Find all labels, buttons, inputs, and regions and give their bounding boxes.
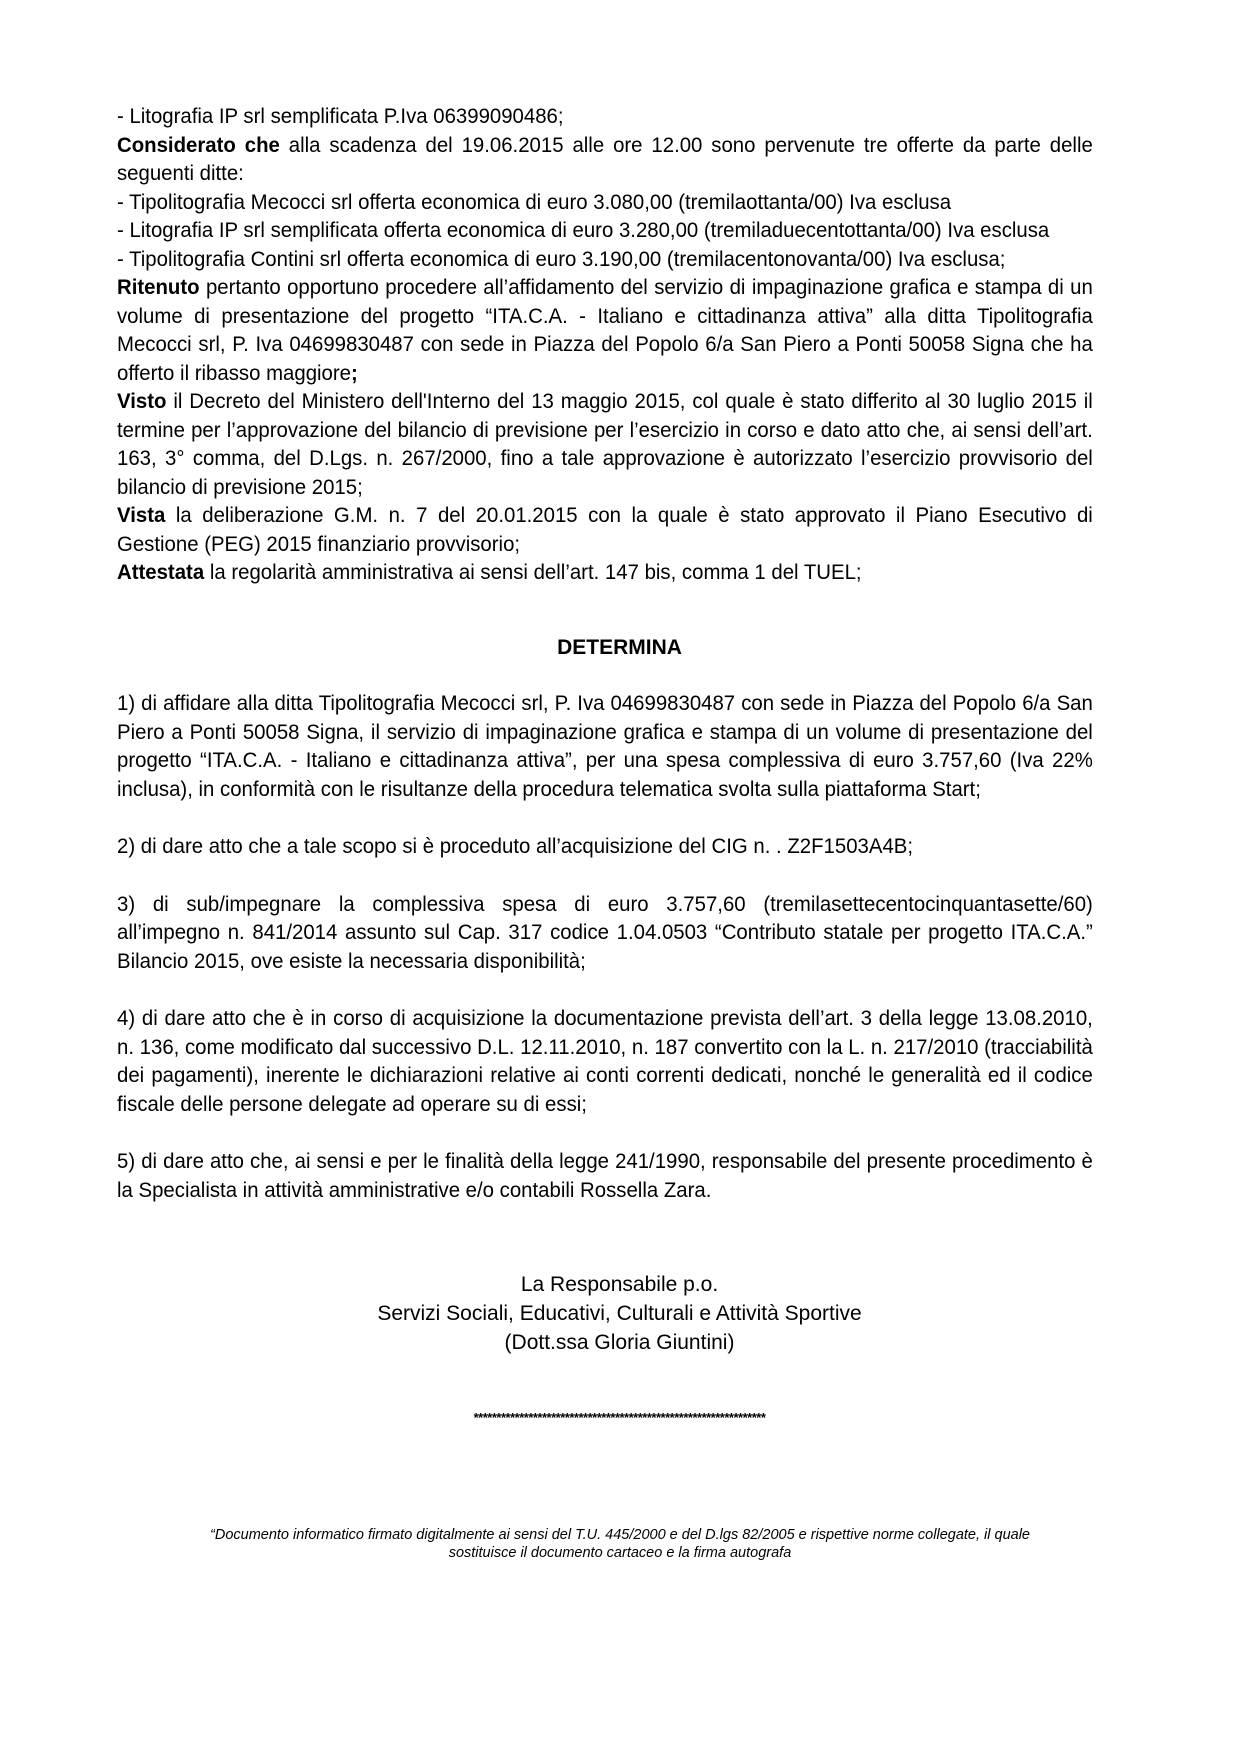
premise-keyword: Attestata xyxy=(117,561,205,584)
offer-litografia-ip: - Litografia IP srl semplificata offerta economica di euro 3.280,00 (tremiladuecentottanta/00) Iva esclusa xyxy=(117,219,1050,242)
determina-items xyxy=(117,690,1093,1205)
premise-offer-list-item: - Litografia IP srl semplificata P.Iva 06399090486; xyxy=(117,105,564,128)
premise-text: il Decreto del Ministero dell'Interno del 13 maggio 2015, col quale è stato differito al 30 luglio 2015 il termine per l’approvazione del bilancio di previsione per l’esercizio in corso e dato atto che, ai sensi dell’art. 163, 3° comma, del D.Lgs. n. 267/2000, fino a tale approvazione è autorizzato l’esercizio provvisorio del bilancio di previsione 2015; xyxy=(117,390,1093,499)
determina-item-3: 3) di sub/impegnare la complessiva spesa di euro 3.757,60 (tremilasettecentocinquantasette/60) all’impegno n. 841/2014 assunto sul Cap. 317 codice 1.04.0503 “Contributo statale per progetto ITA.C.A.” Bilancio 2015, ove esiste la necessaria disponibilità; xyxy=(117,892,1093,973)
signature-role: La Responsabile p.o. xyxy=(520,1273,719,1296)
premise-text: pertanto opportuno procedere all’affidamento del servizio di impaginazione grafica e stampa di un volume di presentazione del progetto “ITA.C.A. - Italiano e cittadinanza attiva” alla ditta Tipolitografia Mecocci srl, P. Iva 04699830487 con sede in Piazza del Popolo 6/a San Piero a Ponti 50058 Signa che ha offerto il ribasso maggiore xyxy=(117,276,1093,385)
signature-name: (Dott.ssa Gloria Giuntini) xyxy=(504,1331,735,1354)
premise-keyword: Ritenuto xyxy=(117,276,200,299)
paragraph-gap xyxy=(117,1119,1093,1148)
determina-item-4: 4) di dare atto che è in corso di acquisizione la documentazione prevista dell’art. 3 della legge 13.08.2010, n. 136, come modificato dal successivo D.L. 12.11.2010, n. 187 convertito con la L. n. 217/2010 (tracciabilità dei pagamenti), inerente le dichiarazioni relative ai conti correnti dedicati, nonché le generalità ed il codice fiscale delle persone delegate ad operare su di essi; xyxy=(117,1007,1093,1116)
premise-ritenuto xyxy=(117,274,1093,388)
premise-considerato xyxy=(117,132,1093,189)
signature-block xyxy=(0,1270,1239,1357)
offer-mecocci: - Tipolitografia Mecocci srl offerta economica di euro 3.080,00 (tremilaottanta/00) Iva esclusa xyxy=(117,190,952,214)
premise-attestata xyxy=(117,559,1093,588)
signature-department: Servizi Sociali, Educativi, Culturali e Attività Sportive xyxy=(377,1302,862,1325)
premise-text: la regolarità amministrativa ai sensi dell’art. 147 bis, comma 1 del TUEL; xyxy=(204,561,862,584)
premise-visto xyxy=(117,388,1093,502)
separator-stars: **************************************************************** xyxy=(473,1410,766,1425)
premise-text: la deliberazione G.M. n. 7 del 20.01.2015 con la quale è stato approvato il Piano Esecutivo di Gestione (PEG) 2015 finanziario provvisorio; xyxy=(117,504,1093,556)
paragraph-gap xyxy=(117,862,1093,891)
paragraph-gap xyxy=(117,976,1093,1005)
footer-line-2: sostituisce il documento cartaceo e la firma autografa xyxy=(448,1545,792,1561)
premise-keyword: Visto xyxy=(117,390,167,413)
determina-item-1: 1) di affidare alla ditta Tipolitografia Mecocci srl, P. Iva 04699830487 con sede in Piazza del Popolo 6/a San Piero a Ponti 50058 Signa, il servizio di impaginazione grafica e stampa di un volume di presentazione del progetto “ITA.C.A. - Italiano e cittadinanza attiva”, per una spesa complessiva di euro 3.757,60 (Iva 22% inclusa), in conformità con le risultanze della procedura telematica svolta sulla piattaforma Start; xyxy=(117,692,1093,801)
offer-contini: - Tipolitografia Contini srl offerta economica di euro 3.190,00 (tremilacentonovanta/00) Iva esclusa; xyxy=(117,247,1006,271)
premise-keyword: Considerato che xyxy=(117,133,280,157)
premise-text: alla scadenza del 19.06.2015 alle ore 12.00 sono pervenute tre offerte da parte delle seguenti ditte: xyxy=(117,133,1093,185)
premise-end-mark: ; xyxy=(350,361,358,385)
section-heading: DETERMINA xyxy=(557,636,682,659)
premise-keyword: Vista xyxy=(117,504,166,527)
determina-item-5: 5) di dare atto che, ai sensi e per le finalità della legge 241/1990, responsabile del presente procedimento è la Specialista in attività amministrative e/o contabili Rossella Zara. xyxy=(117,1150,1093,1202)
footer-line-1: “Documento informatico firmato digitalmente ai sensi del T.U. 445/2000 e del D.lgs 82/2005 e rispettive norme collegate, il quale xyxy=(210,1527,1030,1543)
premises-section xyxy=(117,103,1093,588)
paragraph-gap xyxy=(117,804,1093,833)
premise-vista xyxy=(117,502,1093,559)
digital-signature-note xyxy=(130,1526,1110,1562)
determina-item-2: 2) di dare atto che a tale scopo si è proceduto all’acquisizione del CIG n. . Z2F1503A4B; xyxy=(117,835,914,858)
